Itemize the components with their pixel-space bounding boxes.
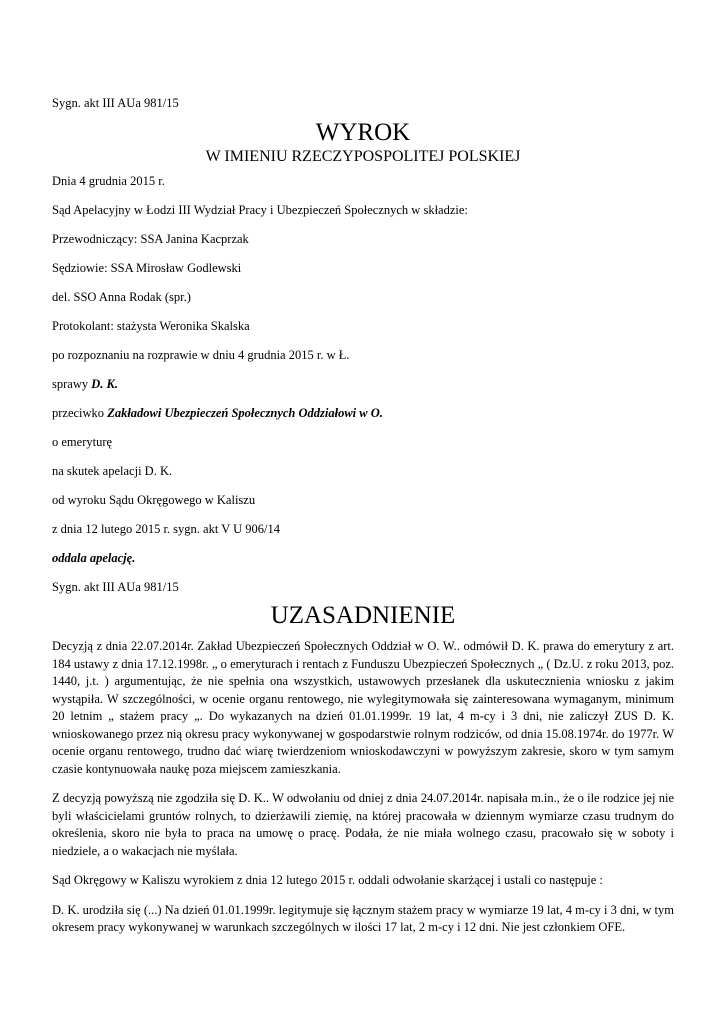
document-subtitle: W IMIENIU RZECZYPOSPOLITEJ POLSKIEJ (205, 148, 521, 165)
document-title: WYROK (315, 119, 411, 146)
judgment-document (52, 95, 674, 949)
case-number-top: Sygn. akt III AUa 981/15 (52, 96, 179, 110)
justification-paragraph: D. K. urodziła się (...) Na dzień 01.01.1999r. legitymuje się łącznym stażem pracy w wymiarze 19 lat, 4 m-cy i 3 dni, w tym okresem pracy wykonywanej w warunkach szczególnych w ilości 17 lat, 2 m-cy i 12 dni. Nie jest członkiem OFE. (52, 902, 674, 934)
presiding-judge: Przewodniczący: SSA Janina Kacprzak (52, 232, 249, 246)
hearing-info: po rozpoznaniu na rozprawie w dniu 4 grudnia 2015 r. w Ł. (52, 348, 350, 362)
lower-court-judgment: od wyroku Sądu Okręgowego w Kaliszu (52, 493, 256, 507)
judgment-date: Dnia 4 grudnia 2015 r. (52, 174, 165, 188)
against-prefix: przeciwko (52, 406, 108, 420)
judges: Sędziowie: SSA Mirosław Godlewski (52, 261, 242, 275)
justification-title: UZASADNIENIE (270, 602, 456, 629)
case-party: D. K. (91, 377, 118, 391)
case-prefix: sprawy (52, 377, 92, 391)
appeal-info: na skutek apelacji D. K. (52, 464, 173, 478)
case-party-line (52, 376, 674, 392)
defendant: Zakładowi Ubezpieczeń Społecznych Oddziałowi w O. (107, 406, 383, 420)
justification-paragraph: Z decyzją powyższą nie zgodziła się D. K.. W odwołaniu od dniej z dnia 24.07.2014r. napisała m.in., że o ile rodzice jej nie byli właścicielami gruntów rolnych, to dzierżawili ziemię, na której pracowała w dziennym wymiarze czasu trudnym do określenia, skoro nie była to praca na umowę o pracę. Podała, że nie miała wolnego czasu, pracowało się w soboty i niedziele, a o wakacjach nie myślała. (52, 791, 674, 858)
ruling: oddala apelację. (52, 551, 136, 565)
lower-judgment-date: z dnia 12 lutego 2015 r. sygn. akt V U 906/14 (52, 522, 280, 536)
case-number-bottom: Sygn. akt III AUa 981/15 (52, 580, 179, 594)
justification-paragraph: Sąd Okręgowy w Kaliszu wyrokiem z dnia 12 lutego 2015 r. oddali odwołanie skarżącej i ustali co następuje : (52, 873, 603, 887)
defendant-line (52, 405, 674, 421)
court-clerk: Protokolant: stażysta Weronika Skalska (52, 319, 250, 333)
court-composition: Sąd Apelacyjny w Łodzi III Wydział Pracy i Ubezpieczeń Społecznych w składzie: (52, 203, 468, 217)
delegated-judge: del. SSO Anna Rodak (spr.) (52, 290, 191, 304)
justification-paragraph: Decyzją z dnia 22.07.2014r. Zakład Ubezpieczeń Społecznych Oddział w O. W.. odmówił D. K. prawa do emerytury z art. 184 ustawy z dnia 17.12.1998r. „ o emeryturach i rentach z Funduszu Ubezpieczeń Społecznych „ ( Dz.U. z roku 2013, poz. 1440, j.t. ) argumentując, że nie spełnia ona wszystkich, ustawowych przesłanek dla uskutecznienia wniosku z jakim wystąpiła. W szczególności, w ocenie organu rentowego, nie wylegitymowała się zainteresowana wymaganym, minimum 20 letnim „ stażem pracy „. Do wykazanych na dzień 01.01.1999r. 19 lat, 4 m-cy i 3 dni, nie zaliczył ZUS D. K. wnioskowanego przez nią okresu pracy wykonywanej w gospodarstwie rolnym rodziców, od dnia 15.08.1974r. do 1977r. W ocenie organu rentowego, trudno dać wiarę twierdzeniom wnioskodawczyni w powyższym zakresie, skoro w tym samym czasie kontynuowała naukę poza miejscem zamieszkania. (52, 639, 674, 776)
case-subject: o emeryturę (52, 435, 113, 449)
